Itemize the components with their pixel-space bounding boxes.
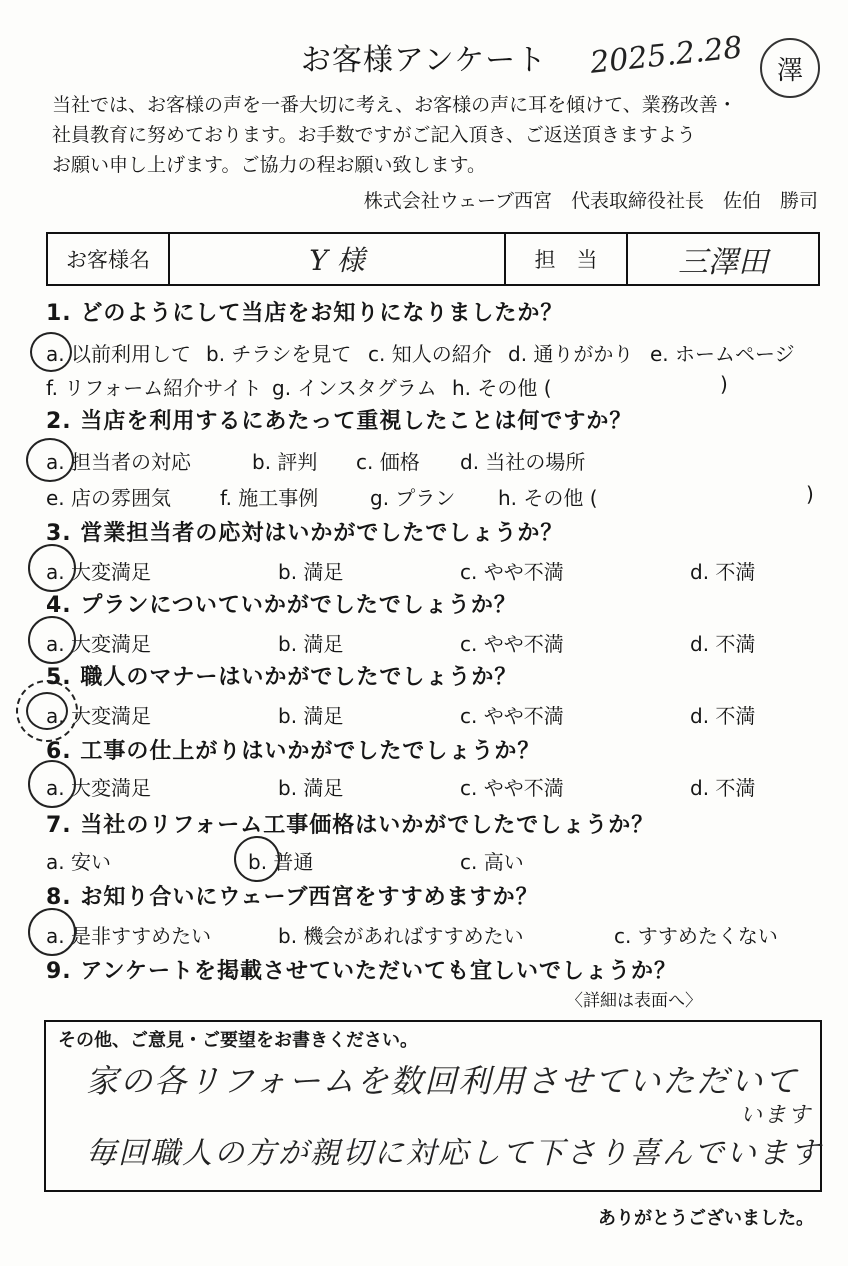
option-1b: b. チラシを見て (206, 342, 352, 366)
option-4b: b. 満足 (278, 632, 344, 656)
see-front-note: 〈詳細は表面へ〉 (566, 991, 702, 1011)
option-2c: c. 価格 (356, 450, 420, 474)
handwritten-comment-line-1-end: います (740, 1103, 813, 1128)
intro-line: お願い申し上げます。ご協力の程お願い致します。 (52, 154, 486, 176)
option-5c: c. やや不満 (460, 704, 564, 728)
answer-circle-3a (28, 544, 76, 592)
customer-info-table (46, 232, 820, 286)
answer-circle-5a (26, 692, 68, 730)
question-7: 7. 当社のリフォーム工事価格はいかがでしたでしょうか？ (46, 813, 655, 838)
answer-circle-4a (28, 616, 76, 664)
answer-circle-1a (30, 332, 72, 372)
option-2f: f. 施工事例 (220, 486, 319, 510)
option-8a: a. 是非すすめたい (46, 924, 212, 948)
option-3a: a. 大変満足 (46, 560, 151, 584)
customer-name-label: お客様名 (48, 234, 170, 284)
staff-label: 担 当 (506, 234, 628, 284)
answer-circle-7b (234, 836, 280, 882)
answer-circle-2a (26, 438, 74, 482)
seal-stamp: 澤 (760, 38, 820, 98)
question-8: 8. お知り合いにウェーブ西宮をすすめますか？ (46, 885, 539, 910)
question-5: 5. 職人のマナーはいかがでしたでしょうか？ (46, 665, 518, 690)
option-1a: a. 以前利用して (46, 342, 191, 366)
handwritten-comment-line-2: 毎回職人の方が親切に対応して下さり喜んでいます (86, 1136, 822, 1171)
option-3d: d. 不満 (690, 560, 756, 584)
comment-label: その他、ご意見・ご要望をお書きください。 (58, 1030, 418, 1051)
question-3: 3. 営業担当者の応対はいかがでしたでしょうか？ (46, 521, 564, 546)
option-3b: b. 満足 (278, 560, 344, 584)
option-1h-close: ) (720, 372, 728, 396)
intro-text (52, 90, 832, 180)
option-5a: a. 大変満足 (46, 704, 151, 728)
option-6a: a. 大変満足 (46, 776, 151, 800)
option-5d: d. 不満 (690, 704, 756, 728)
option-7c: c. 高い (460, 850, 524, 874)
handwritten-date: 2025.2.28 (588, 30, 745, 81)
option-1h: h. その他 ( (452, 376, 552, 400)
option-7b: b. 普通 (248, 850, 314, 874)
question-2: 2. 当店を利用するにあたって重視したことは何ですか？ (46, 409, 633, 434)
option-5b: b. 満足 (278, 704, 344, 728)
option-8c: c. すすめたくない (614, 924, 778, 948)
customer-name-value: Y 様 (170, 234, 506, 284)
option-1g: g. インスタグラム (272, 376, 437, 400)
option-2d: d. 当社の場所 (460, 450, 586, 474)
intro-line: 当社では、お客様の声を一番大切に考え、お客様の声に耳を傾けて、業務改善・ (52, 94, 737, 116)
option-3c: c. やや不満 (460, 560, 564, 584)
option-4d: d. 不満 (690, 632, 756, 656)
company-signature: 株式会社ウェーブ西宮 代表取締役社長 佐伯 勝司 (363, 190, 818, 212)
option-2h-close: ) (806, 482, 814, 506)
option-2g: g. プラン (370, 486, 456, 510)
option-2h: h. その他 ( (498, 486, 598, 510)
handwritten-comment-line-1: 家の各リフォームを数回利用させていただいて (86, 1062, 799, 1100)
option-6c: c. やや不満 (460, 776, 564, 800)
question-4: 4. プランについていかがでしたでしょうか？ (46, 593, 517, 618)
option-1e: e. ホームページ (650, 342, 795, 366)
option-8b: b. 機会があればすすめたい (278, 924, 524, 948)
page-title: お客様アンケート (300, 43, 548, 78)
question-6: 6. 工事の仕上がりはいかがでしたでしょうか？ (46, 739, 541, 764)
option-7a: a. 安い (46, 850, 111, 874)
staff-name-value: 三澤田 (678, 245, 768, 280)
option-1c: c. 知人の紹介 (368, 342, 492, 366)
question-1: 1. どのようにして当店をお知りになりましたか？ (46, 301, 564, 326)
option-1d: d. 通りがかり (508, 342, 634, 366)
option-2b: b. 評判 (252, 450, 318, 474)
option-4a: a. 大変満足 (46, 632, 151, 656)
question-9: 9. アンケートを掲載させていただいても宜しいでしょうか？ (46, 959, 678, 984)
option-2a: a. 担当者の対応 (46, 450, 191, 474)
answer-circle-8a (28, 908, 76, 956)
option-6d: d. 不満 (690, 776, 756, 800)
option-2e: e. 店の雰囲気 (46, 486, 172, 510)
answer-circle-6a (28, 760, 76, 808)
thanks-text: ありがとうございました。 (598, 1208, 814, 1229)
intro-line: 社員教育に努めております。お手数ですがご記入頂き、ご返送頂きますよう (52, 124, 696, 146)
option-4c: c. やや不満 (460, 632, 564, 656)
option-1f: f. リフォーム紹介サイト (46, 376, 262, 400)
option-6b: b. 満足 (278, 776, 344, 800)
